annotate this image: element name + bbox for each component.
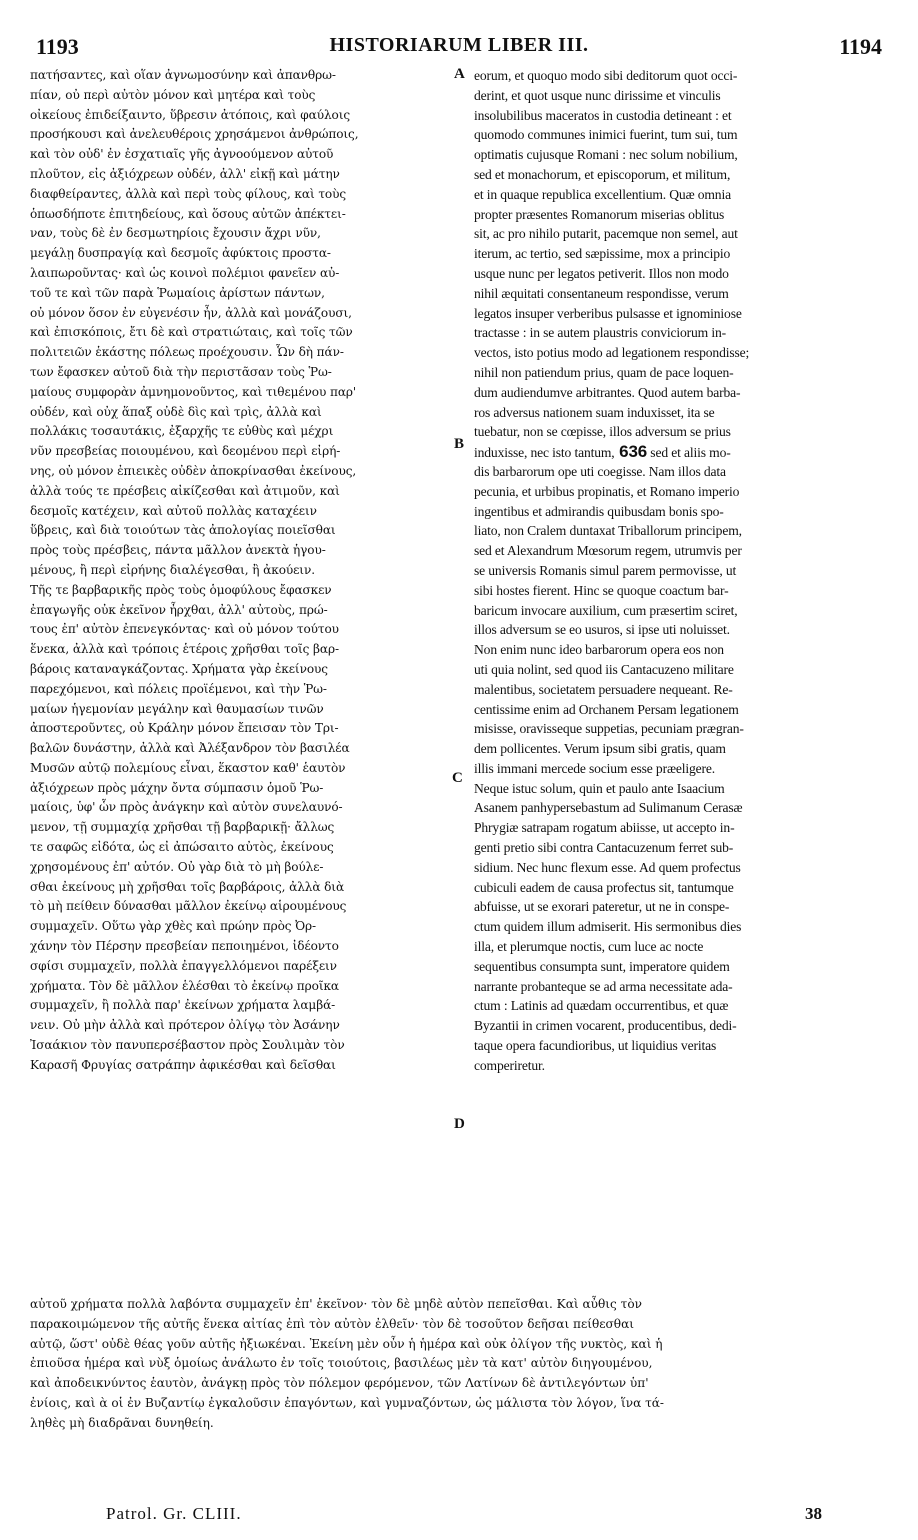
greek-line: ὕβρεις, καὶ διὰ τοιούτων τὰς ἀπολογίας ποιεῖσθαι bbox=[30, 523, 336, 538]
latin-line: induxisse, nec isto tantum, 636 sed et aliis mo- bbox=[474, 442, 731, 462]
greek-line: χάνην τὸν Πέρσην πρεσβείαν πεποιημένοι, ἰδέοντο bbox=[30, 939, 339, 954]
latin-line: sidium. Nec hunc flexum esse. Ad quem profectus bbox=[474, 859, 741, 875]
greek-line: πατήσαντες, καὶ οἵαν ἀγνωμοσύνην καὶ ἀπανθρω- bbox=[30, 68, 336, 82]
greek-line: Καρασῆ Φρυγίας σατράπην ἀφικέσθαι καὶ δεῖσθαι bbox=[30, 1057, 336, 1072]
latin-line: optimatis cujusque Romani : nec solum nobilium, bbox=[474, 147, 738, 163]
greek-line: πρὸς τοὺς πρέσβεις, πάντα μᾶλλον ἀνεκτὰ ἡγου- bbox=[30, 543, 326, 558]
full-width-greek-text bbox=[30, 1294, 886, 1433]
latin-line: eorum, et quoquo modo sibi deditorum quot occi- bbox=[474, 68, 738, 83]
latin-line: centissime enim ad Orchanem Persam legationem bbox=[474, 701, 739, 717]
latin-line: tuebatur, non se cœpisse, illos adversum se prius bbox=[474, 424, 731, 440]
column-number-right: 1194 bbox=[839, 34, 882, 59]
latin-line: illa, et plerumque noctis, cum luce ac nocte bbox=[474, 939, 704, 955]
latin-line: sed et Alexandrum Mœsorum regem, utrumvis per bbox=[474, 543, 742, 559]
greek-line: ναν, τοὺς δὲ ἐν δεσμωτηρίοις ἔχουσιν ἄχρι νῦν, bbox=[30, 226, 321, 241]
section-marker-c: C bbox=[452, 770, 463, 786]
latin-line: cubiculi eadem de causa profectus sit, tantumque bbox=[474, 879, 734, 895]
greek-line: πολιτειῶν ἑκάστης πόλεως προέχουσιν. Ὧν δὴ πάν- bbox=[30, 345, 344, 360]
latin-line: illos adversum se eo usuros, si ipse uti noluisset. bbox=[474, 622, 730, 638]
greek-line: ἀλλὰ τούς τε πρέσβεις αἰκίζεσθαι καὶ ἀτιμοῦν, καὶ bbox=[30, 483, 340, 498]
greek-line: οὐδέν, καὶ οὐχ ἅπαξ οὐδὲ δὶς καὶ τρὶς, ἀλλὰ καὶ bbox=[30, 404, 322, 419]
greek-line: καὶ ἐπισκόποις, ἔτι δὲ καὶ στρατιώταις, καὶ τοῖς τῶν bbox=[30, 325, 353, 340]
greek-line: ἕνεκα, ἀλλὰ καὶ τρόποις ἑτέροις χρῆσθαι τοῖς βαρ- bbox=[30, 642, 339, 657]
greek-line: βάροις καταναγκάζοντας. Χρήματα γὰρ ἐκείνους bbox=[30, 661, 328, 676]
footer-signature: 38 bbox=[805, 1504, 822, 1523]
column-number-left: 1193 bbox=[36, 34, 79, 59]
greek-line: τε σαφῶς εἰδότα, ὡς εἰ ἀπώσαιτο αὐτὸς, ἐκείνους bbox=[30, 840, 334, 855]
greek-line: μαίοις, ὑφ' ὧν πρὸς ἀνάγκην καὶ αὐτὸν συνελαυνό- bbox=[30, 800, 343, 815]
greek-line: σθαι ἐκείνους μὴ χρῆσθαι τοῖς βαρβάροις, ἀλλὰ διὰ bbox=[30, 879, 345, 894]
greek-line: μεγάλῃ δυσπραγίᾳ καὶ δεσμοῖς ἀφύκτοις προστα- bbox=[30, 246, 331, 261]
latin-line: ros adversus nationem suam induxisset, ita se bbox=[474, 404, 715, 420]
latin-line: illis immani mercede socium esse præeligere. bbox=[474, 760, 716, 776]
latin-line: Byzantii in crimen vocarent, producentibus, dedi- bbox=[474, 1018, 737, 1034]
latin-line: dis barbarorum ope uti coegisse. Nam illos data bbox=[474, 463, 726, 479]
footer-series: Patrol. Gr. CLIII. bbox=[106, 1504, 242, 1523]
latin-line: narrante probanteque se ad arma necessitate ada- bbox=[474, 978, 733, 994]
full-width-line: ἐπιοῦσα ἡμέρα καὶ νὺξ ὁμοίως ἀνάλωτο ἐν τοῖς τοιούτοις, βασιλέως μὲν τὰ κατ' αὐτὸν διηγουμένου, bbox=[30, 1356, 653, 1371]
greek-line: νειν. Οὐ μὴν ἀλλὰ καὶ πρότερον ὀλίγῳ τὸν Ἀσάνην bbox=[30, 1018, 340, 1033]
latin-line: sit, ac pro nihilo putarit, pacemque non semel, aut bbox=[474, 226, 738, 242]
greek-line: οὐ μόνον ὅσον ἐν εὐγενέσιν ἦν, ἀλλὰ καὶ μονάζουσι, bbox=[30, 305, 352, 320]
greek-line: χρήματα. Τὸν δὲ μᾶλλον ἑλέσθαι τὸ ἐκείνῳ προῖκα bbox=[30, 978, 339, 993]
full-width-line: ληθὲς μὴ διαδρᾶναι δυνηθείη. bbox=[30, 1415, 214, 1430]
latin-line: misisse, oravisseque suppetias, pecuniam prægran- bbox=[474, 721, 744, 737]
greek-line: σφίσι συμμαχεῖν, πολλὰ ἐπαγγελλόμενοι παρέξειν bbox=[30, 958, 337, 973]
latin-line: ctum : Latinis ad quædam occurrentibus, et quæ bbox=[474, 998, 729, 1014]
greek-line: των ἔφασκεν αὐτοῦ διὰ τὴν περιστᾶσαν τοὺς Ῥω- bbox=[30, 364, 332, 379]
full-width-line: παρακοιμώμενον τῆς αὐτῆς ἕνεκα αἰτίας ἐπὶ τὸν αὐτὸν ἐλθεῖν· τὸν δὲ τοσοῦτον δεῆσαι πείθεσθαι bbox=[30, 1316, 634, 1331]
latin-line: sibi hostes fierent. Hinc se quoque coactum bar- bbox=[474, 582, 729, 598]
section-marker-a: A bbox=[454, 66, 465, 82]
greek-line: βαλῶν δυνάστην, ἀλλὰ καὶ Ἀλέξανδρον τὸν βασιλέα bbox=[30, 741, 350, 756]
latin-line: sed et monachorum, et episcoporum, et militum, bbox=[474, 166, 731, 182]
latin-line: Asanem panhypersebastum ad Sulimanum Cerasæ bbox=[474, 800, 743, 816]
section-marker-b: B bbox=[454, 436, 465, 452]
greek-text-column bbox=[30, 66, 464, 1076]
greek-line: συμμαχεῖν, ἢ πολλὰ παρ' ἐκείνων χρήματα λαμβά- bbox=[30, 998, 336, 1013]
page-header bbox=[36, 34, 882, 60]
full-width-line: καὶ ἀποδεικνύντος ἑαυτὸν, ἀνάγκῃ πρὸς τὸν πόλεμον φερόμενον, τῶν Λατίνων δὲ ἀντιλεγόντων ὑπ' bbox=[30, 1376, 649, 1391]
latin-line: comperiretur. bbox=[474, 1057, 545, 1073]
latin-line: nihil non patiendum prius, quam de pace loquen- bbox=[474, 364, 734, 380]
greek-line: τους ἐπ' αὐτὸν ἐπενεγκόντας· καὶ οὐ μόνον τούτου bbox=[30, 622, 339, 637]
full-width-line: ἐνίοις, καὶ ὰ οἱ ἐν Βυζαντίῳ ἐγκαλοῦσιν ἐπαγόντων, καὶ γυμναζόντων, ὡς μάλιστα τὸν λόγον, ἵνα τά- bbox=[30, 1395, 665, 1410]
greek-line: μενον, τῇ συμμαχίᾳ χρῆσθαι τῇ βαρβαρικῇ· ἄλλως bbox=[30, 820, 335, 835]
latin-line: dem pollicentes. Verum ipsum sibi gratis, quam bbox=[474, 741, 726, 757]
latin-line: quomodo communes inimici fuerint, tum sui, tum bbox=[474, 127, 738, 143]
greek-line: νης, οὐ μόνον ἐπιεικὲς οὐδὲν ἀποκρίνασθαι ἐκείνους, bbox=[30, 463, 357, 478]
greek-line: δεσμοῖς κατέχειν, καὶ αὐτοῦ πολλὰς καταχέειν bbox=[30, 503, 317, 518]
latin-line: malentibus, societatem persuadere nequeant. Re- bbox=[474, 681, 733, 697]
latin-line: genti pretio sibi contra Cantacuzenum ferret sub- bbox=[474, 840, 734, 856]
latin-line: vectos, isto potius modo ad legationem respondisse; bbox=[474, 345, 750, 361]
latin-line: pecunia, et urbibus propinatis, et Romano imperio bbox=[474, 483, 740, 499]
latin-line: propter præsentes Romanorum miserias oblitus bbox=[474, 206, 725, 222]
greek-line: Τῆς τε βαρβαρικῆς πρὸς τοὺς ὁμοφύλους ἔφασκεν bbox=[30, 582, 332, 597]
latin-line: Neque istuc solum, quin et paulo ante Isaacium bbox=[474, 780, 725, 796]
latin-line: iterum, ac tertio, sed sæpissime, mox a principio bbox=[474, 246, 731, 262]
full-width-line: αὐτῷ, ὥστ' οὐδὲ θέας γοῦν αὐτῆς ἠξιωκέναι. Ἐκείνη μὲν οὖν ἡ ἡμέρα καὶ οὐκ ὀλίγον τῆς νυκτὸς, καὶ ἡ bbox=[30, 1336, 663, 1351]
greek-line: τὸ μὴ πείθειν δύνασθαι μᾶλλον ἐκείνῳ αἱρουμένους bbox=[30, 899, 347, 914]
latin-line: se universis Romanis simul parem permovisse, ut bbox=[474, 562, 737, 578]
greek-line: παρεχόμενοι, καὶ πόλεις προϊέμενοι, καὶ τὴν Ῥω- bbox=[30, 681, 327, 696]
running-title: HISTORIARUM LIBER III. bbox=[329, 34, 589, 56]
latin-line: dum audiendumve arbitrantes. Quod autem barba- bbox=[474, 384, 741, 400]
greek-line: οἰκείους ἐπιδείξαιντο, ὕβρεσιν ἀτόποις, καὶ φαύλοις bbox=[30, 107, 351, 122]
latin-line: derint, et quot usque nunc dirissime et vinculis bbox=[474, 87, 721, 103]
latin-text-column bbox=[474, 66, 882, 1076]
greek-line: συμμαχεῖν. Οὕτω γὰρ χθὲς καὶ πρώην πρὸς Ὀρ- bbox=[30, 919, 317, 934]
latin-line: usque nunc per legatos petiverit. Illos non modo bbox=[474, 265, 729, 281]
greek-line: νῦν πρεσβείας ποιουμένου, καὶ δεομένου περὶ εἰρή- bbox=[30, 444, 341, 459]
page-footer bbox=[106, 1504, 822, 1528]
latin-line: legatos insuper verberibus pulsasse et ignominiose bbox=[474, 305, 742, 321]
greek-line: μένους, ἢ περὶ εἰρήνης διαλέγεσθαι, ἢ ἀκούειν. bbox=[30, 562, 315, 577]
latin-line: tractasse : in se autem plaustris conviciorum in- bbox=[474, 325, 726, 341]
full-width-line: αὐτοῦ χρήματα πολλὰ λαβόντα συμμαχεῖν ἐπ' ἐκεῖνον· τὸν δὲ μηδὲ αὐτὸν πεπεῖσθαι. Καὶ αὖθις τὸν bbox=[30, 1297, 642, 1311]
latin-line: Non enim nunc ideo barbarorum opera eos non bbox=[474, 642, 724, 658]
latin-line: abfuisse, ut se exorari pateretur, ut ne in conspe- bbox=[474, 899, 730, 915]
latin-line: baricum invocare auxilium, cum præsertim sciret, bbox=[474, 602, 738, 618]
latin-line: ingentibus et admirandis quibusdam bonis spo- bbox=[474, 503, 724, 519]
latin-line: ctum quidem illum admiserit. His sermonibus dies bbox=[474, 919, 742, 935]
text-fragment: sed et aliis mo- bbox=[647, 445, 731, 461]
greek-line: Ἰσαάκιον τὸν πανυπερσέβαστον πρὸς Σουλιμὰν τὸν bbox=[30, 1038, 345, 1053]
latin-line: nihil æquitati consentaneum respondisse, verum bbox=[474, 285, 729, 301]
greek-line: καὶ τὸν οὐδ' ἐν ἐσχατιαῖς γῆς ἀγνοούμενον αὐτοῦ bbox=[30, 147, 334, 162]
greek-line: πολλάκις τοσαυτάκις, ἐξαρχῆς τε εὐθὺς καὶ μέχρι bbox=[30, 424, 334, 439]
greek-line: τοῦ τε καὶ τῶν παρὰ Ῥωμαίοις ἀρίστων πάντων, bbox=[30, 285, 325, 300]
inline-column-number: 636 bbox=[614, 442, 648, 462]
latin-line: et in quaque republica excellentium. Quæ omnia bbox=[474, 186, 731, 202]
greek-line: Μυσῶν αὐτῷ πολεμίους εἶναι, ἕκαστον καθ' ἑαυτὸν bbox=[30, 760, 346, 775]
latin-line: Phrygiæ satrapam rogatum abiisse, ut accepto in- bbox=[474, 820, 735, 836]
greek-line: προσήκουσι καὶ ἀνελευθέροις χρησάμενοι ἀνθρώποις, bbox=[30, 127, 359, 142]
greek-line: λαιπωροῦντας· καὶ ὡς κοινοὶ πολέμιοι φανεῖεν αὐ- bbox=[30, 265, 340, 280]
greek-line: ἐπαγωγῆς οὐκ ἐκεῖνον ἦρχθαι, ἀλλ' αὐτοὺς, πρώ- bbox=[30, 602, 328, 617]
latin-line: uti quia nolint, sed quod iis Cantacuzeno militare bbox=[474, 661, 734, 677]
greek-line: μαίους συμφορὰν ἀμνημονοῦντος, καὶ τιθεμένου παρ' bbox=[30, 384, 357, 399]
greek-line: πλοῦτον, εἰς ἀξιόχρεων οὐδέν, ἀλλ' εἰκῇ καὶ μάτην bbox=[30, 166, 340, 181]
greek-line: χρησομένους ἐπ' αὐτόν. Οὐ γὰρ διὰ τὸ μὴ βούλε- bbox=[30, 859, 324, 874]
latin-line: taque opera facundioribus, ut liquidius veritas bbox=[474, 1038, 717, 1054]
greek-line: ἀξιόχρεων πρὸς μάχην ὄντα σύμπασιν ὁμοῦ Ῥω- bbox=[30, 780, 324, 795]
latin-line: liato, non Cralem duntaxat Triballorum principem, bbox=[474, 523, 742, 539]
greek-line: ἀποστεροῦντες, οὐ Κράλην μόνον ἔπεισαν τὸν Τρι- bbox=[30, 721, 339, 736]
greek-line: ὁπωσδήποτε ἐπιτηδείους, καὶ ὅσους αὐτῶν ἀπέκτει- bbox=[30, 206, 346, 221]
section-marker-d: D bbox=[454, 1116, 465, 1132]
greek-line: μαίων ἡγεμονίαν μεγάλην καὶ θαυμασίων τινῶν bbox=[30, 701, 324, 716]
greek-line: διαφθείραντες, ἀλλὰ καὶ περὶ τοὺς φίλους, καὶ τοὺς bbox=[30, 186, 347, 201]
greek-line: πίαν, οὐ περὶ αὐτὸν μόνον καὶ μητέρα καὶ τοὺς bbox=[30, 87, 316, 102]
latin-line: insolubilibus maceratos in custodia detineant : et bbox=[474, 107, 732, 123]
latin-line: sequentibus consumpta sunt, imperatore quidem bbox=[474, 958, 730, 974]
